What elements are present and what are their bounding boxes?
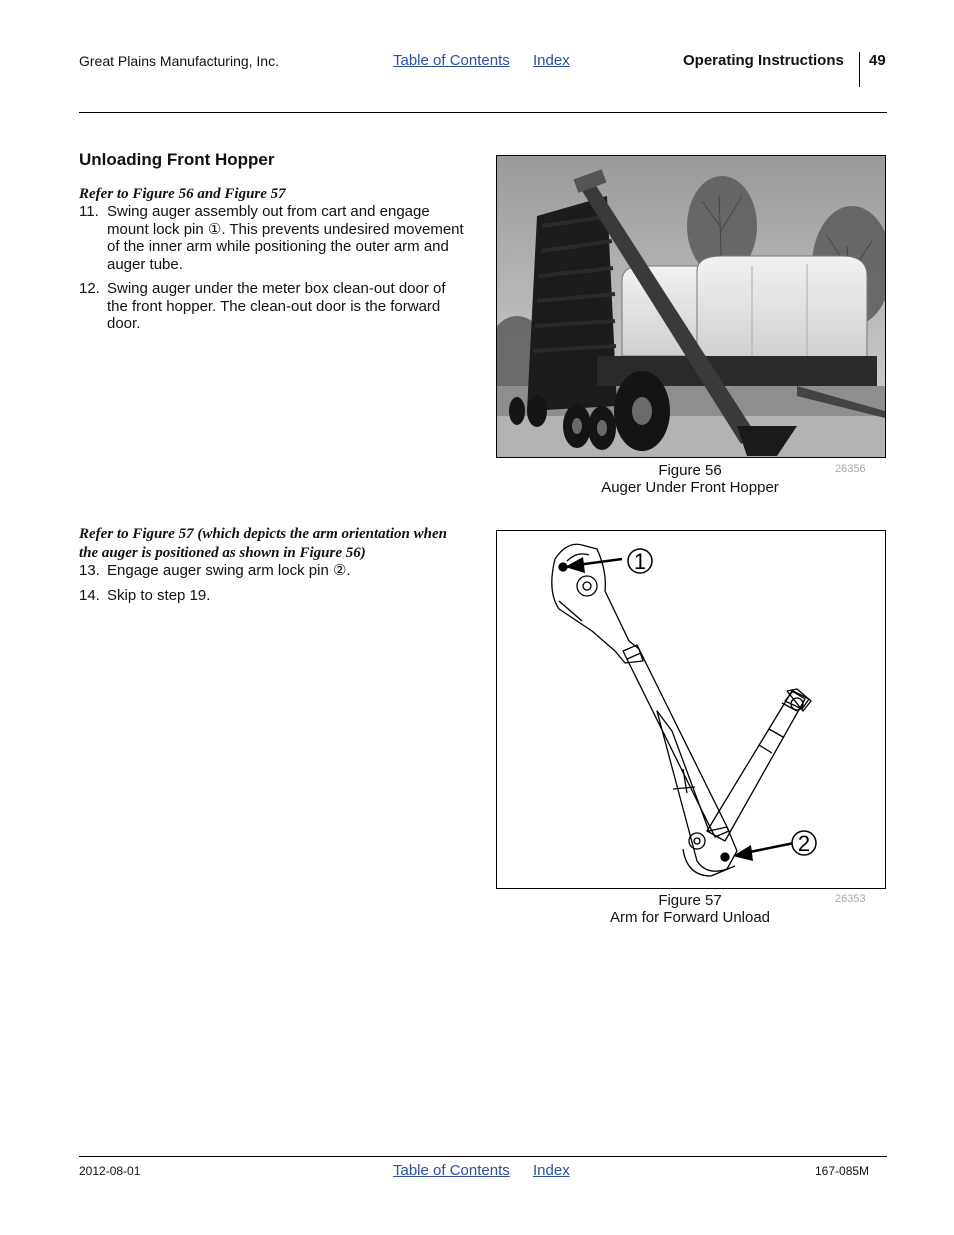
- step-text: Swing auger under the meter box clean-out door of the front hopper. The clean-out door is the forward door.: [107, 280, 446, 332]
- reference-note-2: Refer to Figure 57 (which depicts the arm orientation when the auger is positioned as shown in Figure 56): [79, 526, 447, 561]
- figure-56-photo: [496, 155, 886, 458]
- callout-2: 2: [797, 831, 811, 856]
- page-number: 49: [869, 52, 886, 69]
- step-item: [79, 280, 464, 333]
- company-name: Great Plains Manufacturing, Inc.: [79, 53, 279, 69]
- index-link-footer[interactable]: Index: [533, 1162, 570, 1179]
- step-number: 12.: [79, 280, 100, 297]
- header-divider: [859, 52, 860, 87]
- swing-arm-diagram: [497, 531, 885, 888]
- reference-note-1: Refer to Figure 56 and Figure 57: [79, 186, 286, 202]
- figure-57-id: 26353: [835, 893, 866, 905]
- footer-rule: [79, 1156, 887, 1157]
- step-item: [79, 562, 464, 580]
- step-text: Swing auger assembly out from cart and engage mount lock pin ①. This prevents undesired movement of the inner arm while positioning the outer arm and auger tube.: [107, 203, 464, 273]
- figure-56-caption: Auger Under Front Hopper: [601, 479, 779, 496]
- index-link-header[interactable]: Index: [533, 52, 570, 69]
- figure-57-drawing: [496, 530, 886, 889]
- step-text: Engage auger swing arm lock pin ②.: [107, 562, 351, 579]
- doc-number: 167-085M: [815, 1164, 870, 1178]
- toc-link-header[interactable]: Table of Contents: [393, 52, 510, 69]
- step-item: [79, 203, 464, 273]
- auger-cart-photo: [497, 156, 885, 457]
- toc-link-footer[interactable]: Table of Contents: [393, 1162, 510, 1179]
- step-number: 11.: [79, 203, 99, 220]
- section-title: Unloading Front Hopper: [79, 150, 275, 169]
- callout-1: 1: [633, 549, 647, 574]
- footer-date: 2012-08-01: [79, 1164, 141, 1178]
- step-number: 14.: [79, 587, 100, 604]
- step-item: [79, 587, 464, 605]
- figure-57-caption: Arm for Forward Unload: [609, 909, 771, 926]
- step-number: 13.: [79, 562, 100, 579]
- step-text: Skip to step 19.: [107, 587, 211, 604]
- figure-57-label: Figure 57: [658, 892, 722, 909]
- figure-56-id: 26356: [835, 463, 866, 475]
- section-heading: Operating Instructions: [683, 52, 844, 69]
- header-rule: [79, 112, 887, 113]
- figure-56-label: Figure 56: [658, 462, 722, 479]
